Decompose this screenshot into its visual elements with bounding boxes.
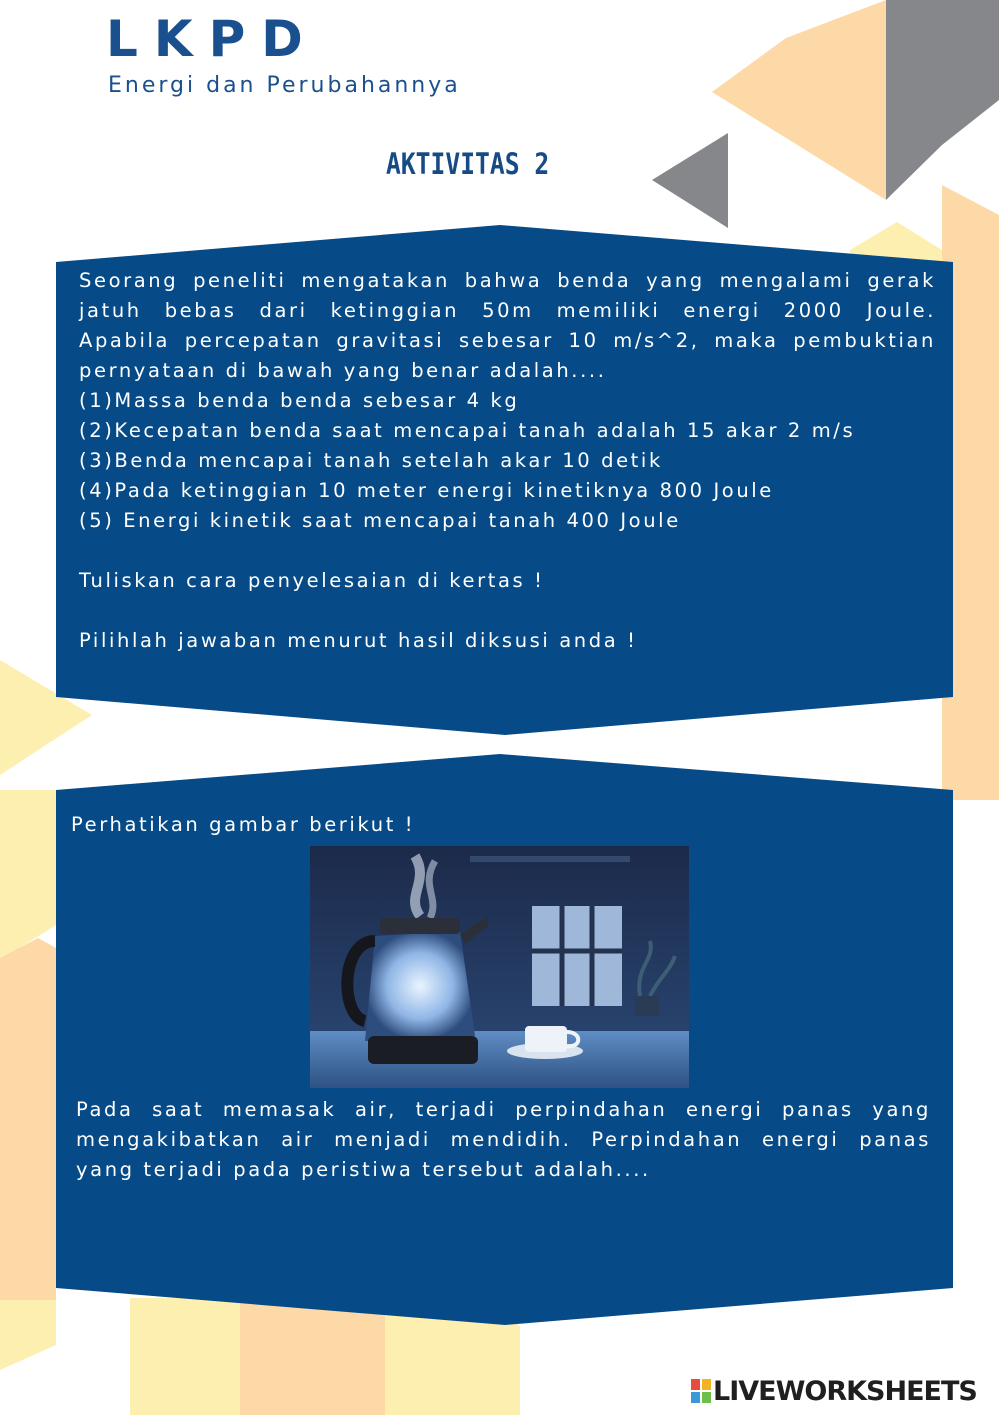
deco-yellow-left-band <box>0 790 56 960</box>
instruction-choose: Pilihlah jawaban menurut hasil diksusi anda ! <box>79 629 638 652</box>
logo-text: LIVEWORKSHEETS <box>713 1375 977 1407</box>
page-title: LKPD <box>106 10 319 68</box>
deco-peach-left-hexagon <box>0 938 56 1300</box>
question-2-line: yang terjadi pada peristiwa tersebut adalah.... <box>76 1158 651 1181</box>
kettle-photo <box>310 846 689 1088</box>
question-1-text <box>79 266 936 656</box>
statement-1: (1)Massa benda benda sebesar 4 kg <box>79 389 520 412</box>
instruction-write: Tuliskan cara penyelesaian di kertas ! <box>79 569 545 592</box>
question-2-line: mengakibatkan air menjadi mendidih. Perpindahan energi panas <box>76 1128 931 1151</box>
question-2-prompt: Perhatikan gambar berikut ! <box>71 813 416 836</box>
question-2-text <box>76 1095 931 1185</box>
statement-5: (5) Energi kinetik saat mencapai tanah 400 Joule <box>79 509 681 532</box>
statement-3: (3)Benda mencapai tanah setelah akar 10 detik <box>79 449 663 472</box>
deco-yellow-bottom-left <box>0 1300 56 1370</box>
deco-peach-hexagon <box>712 0 886 200</box>
statement-2: (2)Kecepatan benda saat mencapai tanah adalah 15 akar 2 m/s <box>79 419 856 442</box>
deco-yellow-bottom <box>130 1298 240 1415</box>
question-2-line: Pada saat memasak air, terjadi perpindahan energi panas yang <box>76 1098 931 1121</box>
question-1-intro-line: pernyataan di bawah yang benar adalah.... <box>79 359 607 382</box>
spacer <box>79 536 936 566</box>
liveworksheets-logo[interactable] <box>691 1374 977 1408</box>
page-subtitle: Energi dan Perubahannya <box>108 73 461 98</box>
spacer <box>79 596 936 626</box>
statement-4: (4)Pada ketinggian 10 meter energi kinetiknya 800 Joule <box>79 479 774 502</box>
question-1-intro-line: jatuh bebas dari ketinggian 50m memiliki energi 2000 Joule. <box>79 299 936 322</box>
liveworksheets-icon <box>691 1379 711 1403</box>
deco-gray-triangle <box>652 133 728 228</box>
activity-heading: AKTIVITAS 2 <box>386 147 550 181</box>
question-1-intro-line: Seorang peneliti mengatakan bahwa benda yang mengalami gerak <box>79 269 936 292</box>
question-1-intro-line: Apabila percepatan gravitasi sebesar 10 m/s^2, maka pembuktian <box>79 329 936 352</box>
deco-gray-hexagon <box>886 0 999 200</box>
